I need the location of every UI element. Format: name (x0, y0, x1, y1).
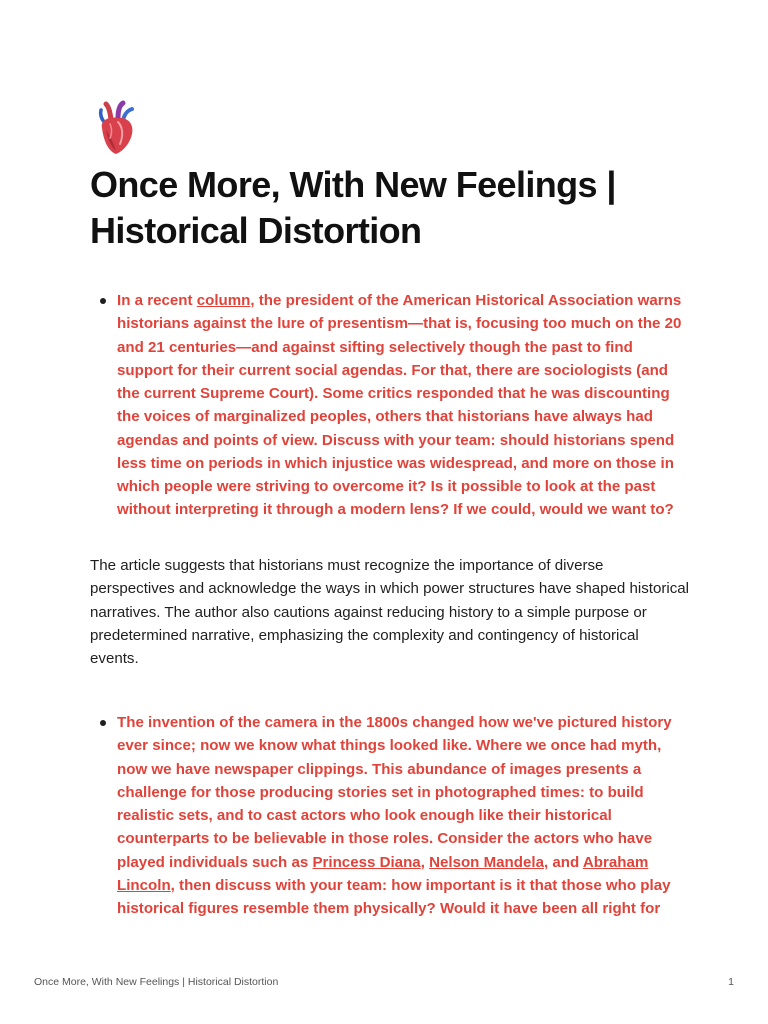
anatomical-heart-icon (96, 100, 136, 156)
list-item (90, 711, 690, 920)
page-title: Once More, With New Feelings | Historical Distortion (90, 164, 616, 251)
footer-title: Once More, With New Feelings | Historical Distortion (34, 976, 279, 988)
abraham-lincoln-link[interactable]: Abraham Lincoln (117, 853, 649, 894)
column-link[interactable]: column (196, 292, 251, 309)
bullet-text-segment: In a recent (117, 292, 197, 309)
bullet-text-segment: , and (543, 853, 583, 871)
bullet-text (117, 711, 690, 920)
nelson-mandela-link[interactable]: Nelson Mandela (429, 853, 544, 871)
list-item (90, 289, 690, 522)
princess-diana-link[interactable]: Princess Diana (312, 853, 421, 871)
bullet-text-segment: , (420, 853, 430, 871)
bullet-dot (100, 298, 106, 304)
body-paragraph: The article suggests that historians must recognize the importance of diverse perspectives and acknowledge the ways in which power structures have shaped historical narratives. The author also cautions against reducing history to a simple purpose or predetermined narrative, emphasizing the complexity and contingency of historical events. (90, 557, 690, 667)
bullet-text-segment: , the president of the American Historical Association warns historians against the lure of presentism—that is, focusing too much on the 20 and 21 centuries—and against sifting selectively though the past to find support for their current social agendas. For that, there are sociologists (and the current Supreme Court). Some critics responded that he was discounting the voices of marginalized peoples, others that historians have always had agendas and points of view. Discuss with your team: should historians spend less time on periods in which injustice was widespread, and more on those in which people were striving to overcome it? Is it possible to look at the past without interpreting it through a modern lens? If we could, would we want to? (117, 292, 682, 519)
bullet-text (117, 289, 690, 522)
bullet-dot (100, 720, 106, 726)
page-number: 1 (728, 976, 734, 988)
bullet-text-segment: The invention of the camera in the 1800s changed how we've pictured history ever since; now we know what things looked like. Where we once had myth, now we have newspaper clippings. This abundance of images presents a challenge for those producing stories set in photographed times: to build realistic sets, and to cast actors who look enough like their historical counterparts to be believable in those roles. Consider the actors who have played individuals such as (117, 714, 672, 871)
bullet-text-segment: , then discuss with your team: how important is it that those who play historical figures resemble them physically? Would it have been all right for (117, 876, 671, 917)
